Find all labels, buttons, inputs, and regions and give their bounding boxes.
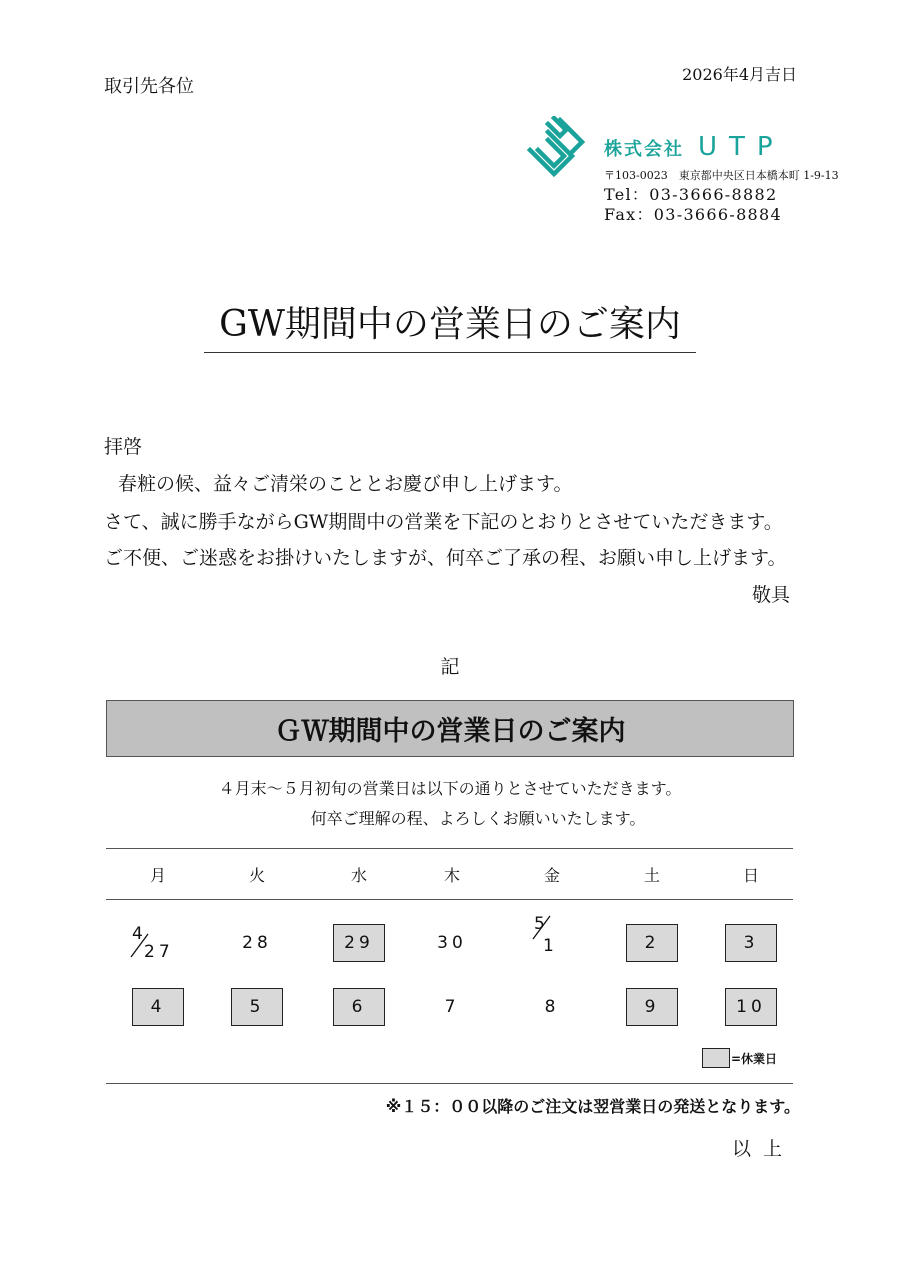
day-denominator: 1 — [543, 936, 558, 956]
month-numerator: 5 — [534, 914, 545, 934]
legend-label: =休業日 — [731, 1052, 778, 1066]
calendar-date-cell — [128, 914, 188, 960]
weekday-header: 金 — [543, 866, 560, 885]
calendar-date-cell: 30 — [437, 933, 467, 953]
body-line-1: 春粧の候、益々ご清栄のこととお慶び申し上げます。 — [118, 473, 573, 495]
company-tel: Tel：03-3666-8882 — [604, 185, 778, 204]
holiday-date-cell: 6 — [333, 988, 385, 1026]
company-name — [604, 132, 785, 162]
weekday-header: 火 — [248, 866, 265, 885]
calendar-rule-mid — [106, 899, 793, 900]
calendar-date-cell: 7 — [444, 997, 460, 1017]
ki-marker: 記 — [440, 656, 460, 678]
title-underline — [204, 352, 696, 353]
end-mark: 以上 — [731, 1138, 794, 1160]
holiday-date-cell: 5 — [231, 988, 283, 1026]
recipient: 取引先各位 — [104, 76, 194, 97]
holiday-date-cell: 9 — [626, 988, 678, 1026]
legend-swatch — [702, 1048, 730, 1068]
weekday-header: 月 — [149, 866, 166, 885]
company-logo-icon — [524, 116, 586, 178]
day-denominator: 27 — [144, 942, 174, 962]
body-line-2: さて、誠に勝手ながらGW期間中の営業を下記のとおりとさせていただきます。 — [104, 511, 783, 533]
holiday-date-cell: 2 — [626, 924, 678, 962]
company-type: 株式会社 — [604, 139, 684, 160]
weekday-header: 木 — [443, 866, 460, 885]
calendar-rule-bottom — [106, 1083, 793, 1084]
holiday-date-cell: 3 — [725, 924, 777, 962]
holiday-date-cell: 10 — [725, 988, 777, 1026]
holiday-date-cell: 4 — [132, 988, 184, 1026]
calendar-date-cell — [522, 914, 582, 960]
calendar-date-cell: 8 — [544, 997, 560, 1017]
weekday-header: 土 — [643, 866, 660, 885]
calendar-rule-top — [106, 848, 793, 849]
notice-line-2: 何卒ご理解の程、よろしくお願いいたします。 — [310, 809, 646, 828]
company-fax: Fax：03-3666-8884 — [604, 205, 782, 224]
weekday-header: 日 — [742, 866, 759, 885]
body-line-3: ご不便、ご迷惑をお掛けいたしますが、何卒ご了承の程、お願い申し上げます。 — [104, 547, 787, 569]
footnote: ※１５：００以降のご注文は翌営業日の発送となります。 — [385, 1097, 800, 1116]
company-address: 〒103-0023 東京都中央区日本橋本町 1-9-13 — [604, 169, 839, 182]
notice-line-1: ４月末～５月初旬の営業日は以下の通りとさせていただきます。 — [218, 779, 682, 798]
holiday-date-cell: 29 — [333, 924, 385, 962]
issue-date: 2026年4月吉日 — [682, 65, 797, 84]
month-numerator: 4 — [132, 924, 143, 944]
calendar-banner: ＧＷ期間中の営業日のご案内 — [106, 700, 794, 757]
page-title: GW期間中の営業日のご案内 — [219, 304, 681, 345]
company-brand: UTP — [698, 132, 785, 162]
closing: 敬具 — [751, 584, 790, 606]
calendar-date-cell: 28 — [242, 933, 272, 953]
greeting: 拝啓 — [104, 436, 143, 458]
weekday-header: 水 — [350, 866, 367, 885]
